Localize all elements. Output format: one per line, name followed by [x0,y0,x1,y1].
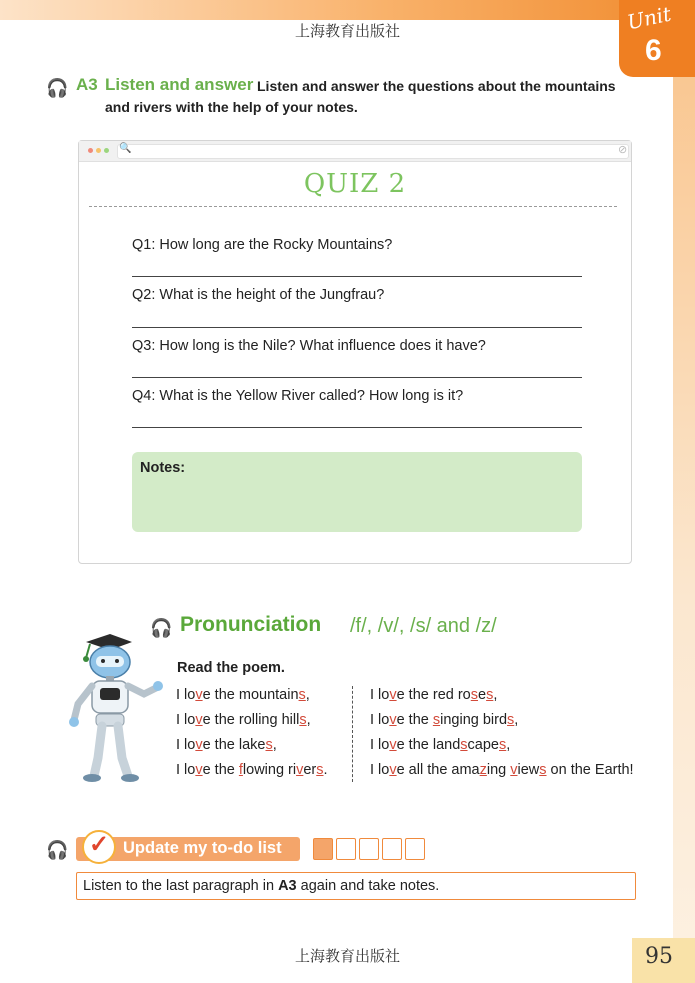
section-code: A3 [76,75,98,94]
robot-illustration [66,632,170,782]
publisher-footer: 上海教育出版社 [294,947,400,965]
side-strip [673,20,695,983]
quiz-divider [89,206,617,207]
answer-line-1[interactable] [132,276,582,277]
headphone-icon: 🎧 [46,840,69,860]
top-banner [0,0,695,20]
todo-task [76,872,636,900]
instruction-text: Listen and answer the questions about the mountains and rivers with the help of your notes. [105,78,616,115]
question-2: Q2: What is the height of the Jungfrau? [132,287,385,303]
unit-number: 6 [645,34,662,67]
poem-line: I love the rolling hills, [176,712,311,728]
pronunciation-title: Pronunciation [180,613,322,636]
poem-line: I love the flowing rivers. [176,762,328,778]
notes-label: Notes: [140,460,186,476]
progress-box[interactable] [359,838,379,860]
progress-box [313,838,333,860]
section-instruction [105,76,635,118]
poem-line: I love all the amazing views on the Earth! [370,762,634,778]
question-4: Q4: What is the Yellow River called? How long is it? [132,388,464,404]
todo-label: Update my to-do list [123,839,282,857]
window-dot-icon [96,148,101,153]
poem-line: I love the lakes, [176,737,277,753]
poem-line: I love the red roses, [370,687,498,703]
pronunciation-sounds: /f/, /v/, /s/ and /z/ [350,615,497,637]
progress-box[interactable] [405,838,425,860]
publisher-header: 上海教育出版社 [294,22,400,40]
poem-line: I love the singing birds, [370,712,519,728]
task-suffix: again and take notes. [296,878,440,894]
page-number: 95 [645,944,673,969]
poem-instruction: Read the poem. [177,660,285,676]
refresh-icon: ⊘ [618,144,628,156]
question-1: Q1: How long are the Rocky Mountains? [132,237,393,253]
browser-bar [79,141,631,162]
poem-line: I love the mountains, [176,687,310,703]
unit-word: Unit [624,1,674,35]
window-dot-icon [104,148,109,153]
headphone-icon: 🎧 [150,618,173,638]
progress-box[interactable] [336,838,356,860]
quiz-window [78,140,632,564]
question-3: Q3: How long is the Nile? What influence does it have? [132,338,486,354]
answer-line-4[interactable] [132,427,582,428]
todo-task-text [83,878,439,894]
section-title: Listen and answer [105,75,254,94]
poem-line: I love the landscapes, [370,737,511,753]
task-prefix: Listen to the last paragraph in [83,878,279,894]
window-dot-icon [88,148,93,153]
answer-line-2[interactable] [132,327,582,328]
checkmark-icon: ✓ [82,830,116,864]
progress-box[interactable] [382,838,402,860]
quiz-title: QUIZ 2 [303,169,407,199]
answer-line-3[interactable] [132,377,582,378]
poem-divider [352,686,353,782]
notes-box[interactable] [132,452,582,532]
headphone-icon: 🎧 [46,78,69,98]
address-bar [117,144,629,159]
task-bold: A3 [278,878,297,894]
search-icon: 🔍 [119,143,132,154]
